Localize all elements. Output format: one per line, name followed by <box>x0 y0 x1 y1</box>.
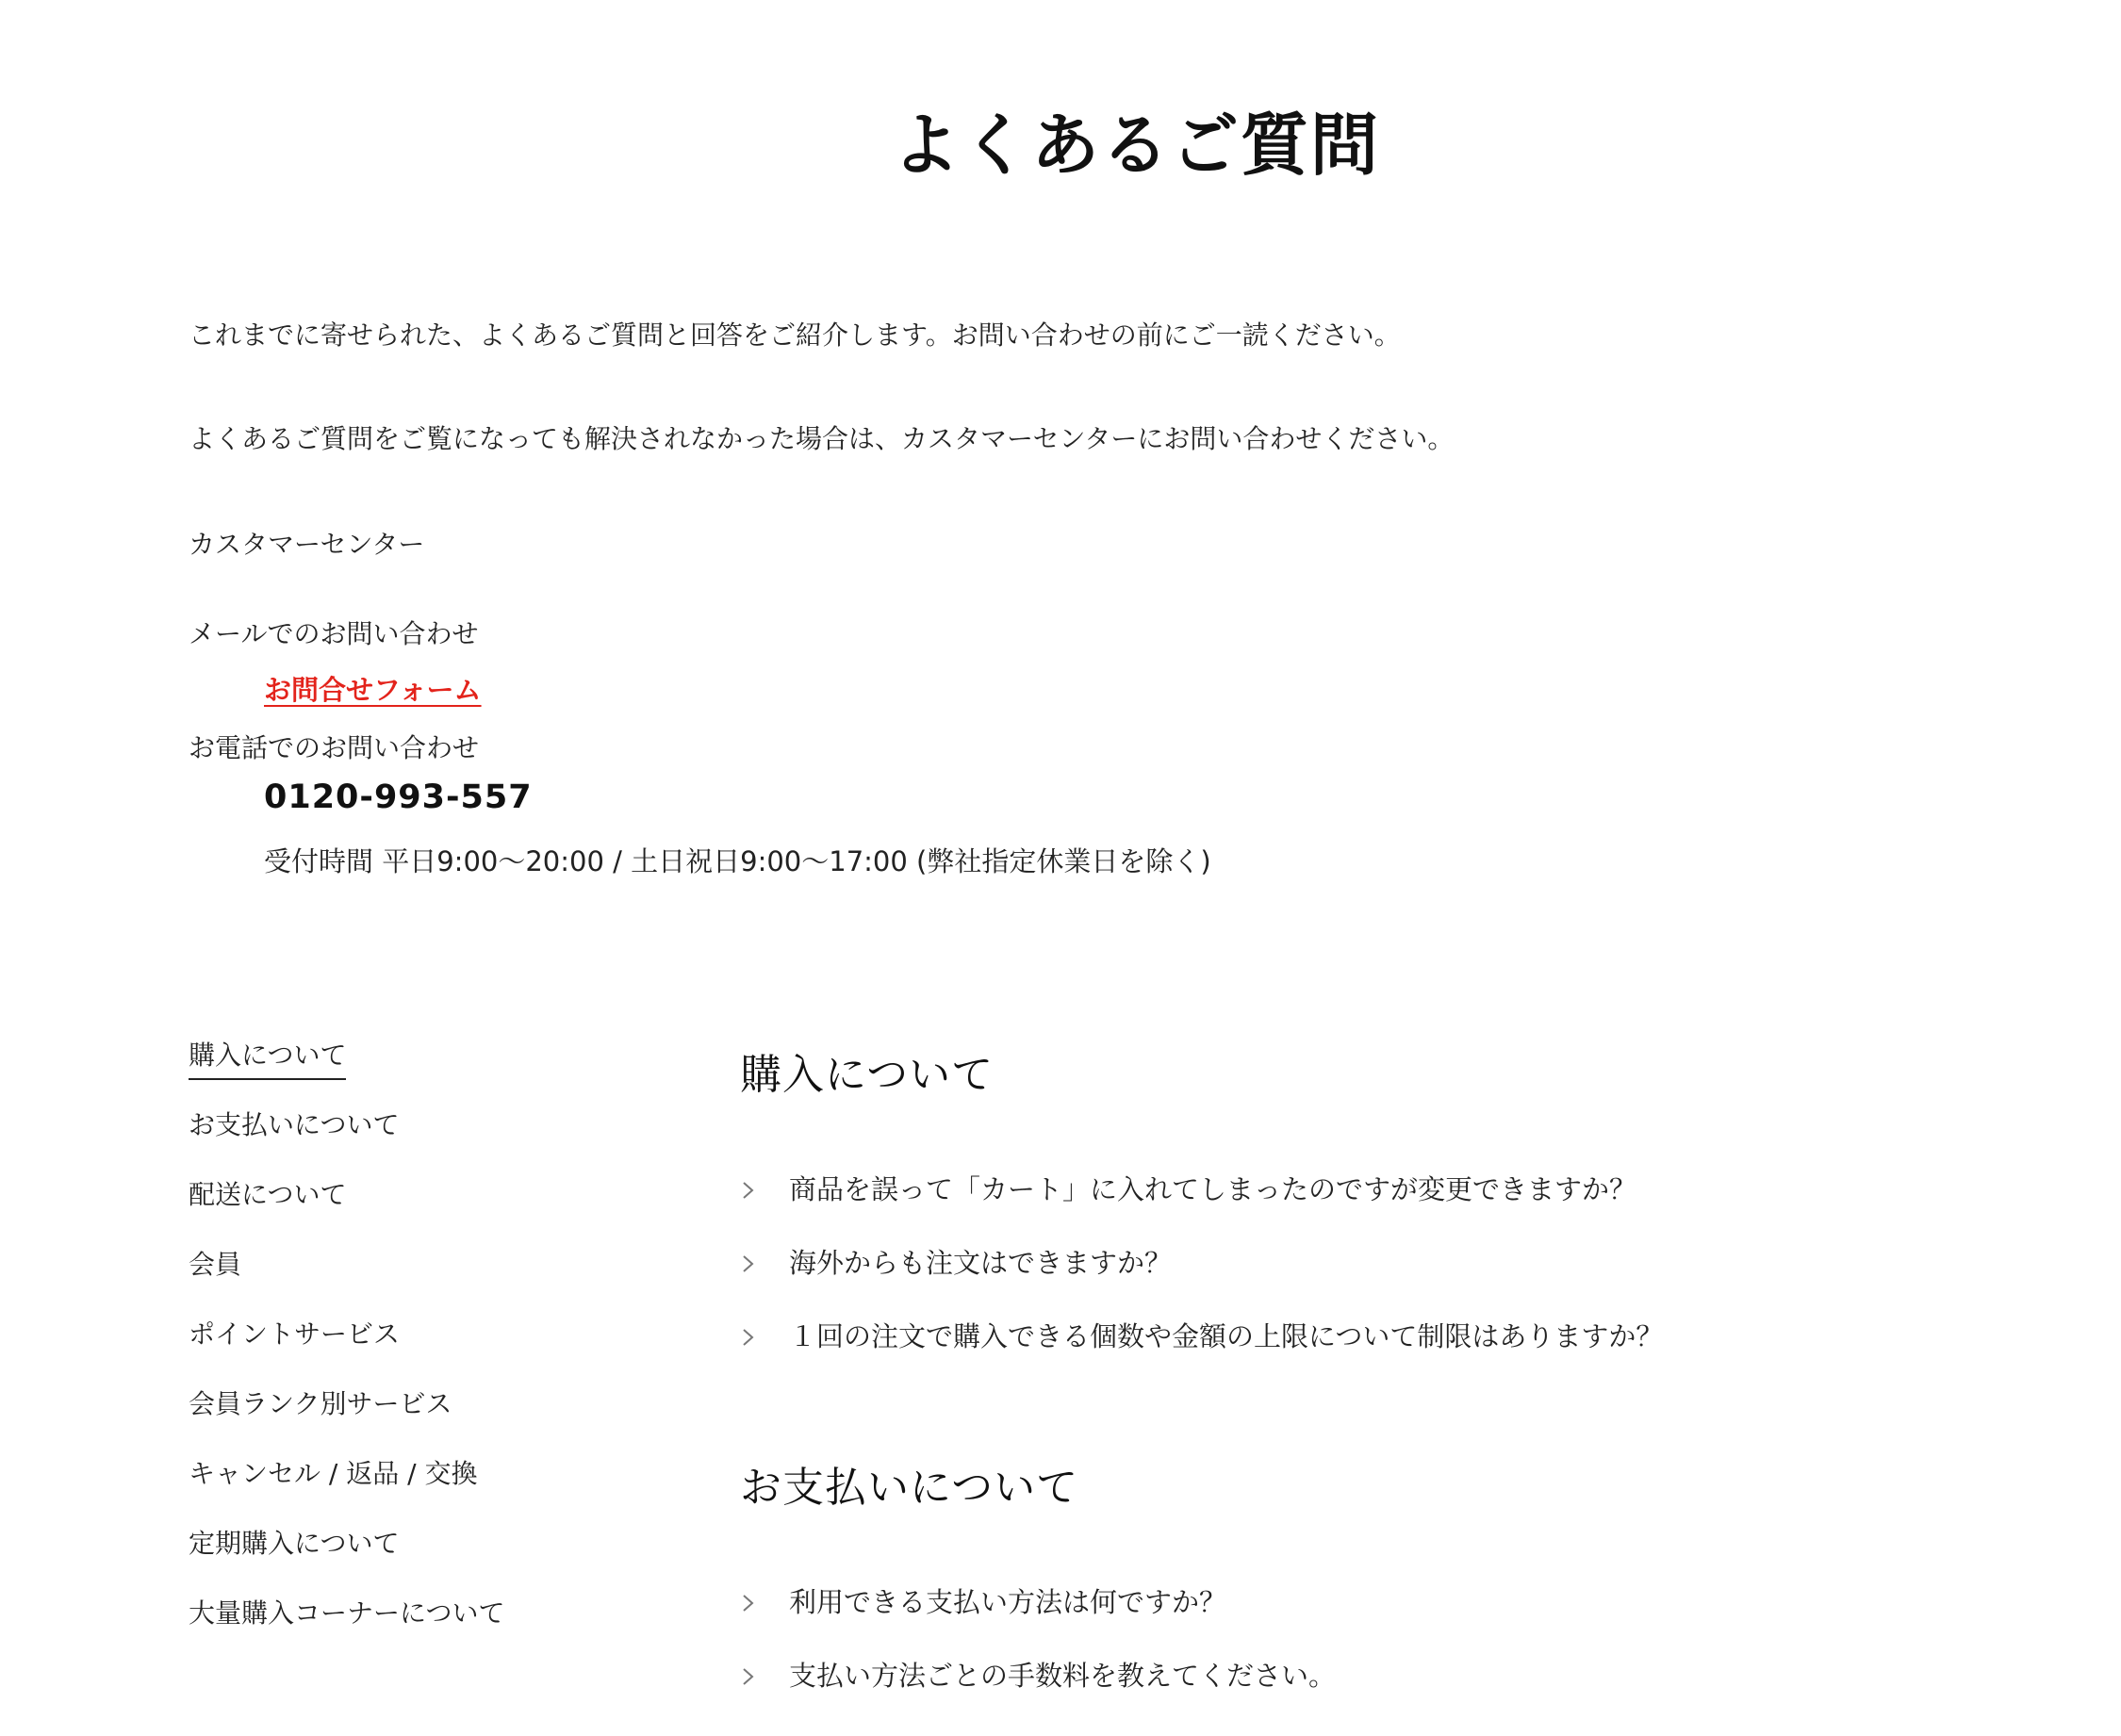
faq-question[interactable] <box>740 1653 2060 1698</box>
faq-question[interactable] <box>740 1580 2060 1625</box>
sidebar-item-bulk-purchase[interactable] <box>189 1595 679 1632</box>
faq-list <box>740 1167 2060 1359</box>
faq-question-text: 商品を誤って「カート」に入れてしまったのですが変更できますか？ <box>789 1173 1637 1205</box>
page-title: よくあるご質問 <box>891 106 1380 185</box>
faq-question-text: 支払い方法ごとの手数料を教えてください。 <box>789 1660 1337 1692</box>
sidebar-item-purchase[interactable] <box>189 1037 679 1074</box>
mail-contact-title: メールでのお問い合わせ <box>189 618 479 649</box>
intro-text-contact-note: よくあるご質問をご覧になっても解決されなかった場合は、カスタマーセンターにお問い合わせください。 <box>189 423 1455 454</box>
sidebar-item-label: 購入について <box>189 1037 346 1080</box>
section-title: 購入について <box>740 1051 995 1099</box>
sidebar-item-points[interactable] <box>189 1316 679 1353</box>
sidebar-item-cancel-return[interactable] <box>189 1455 679 1493</box>
sidebar-item-subscription[interactable] <box>189 1525 679 1563</box>
chevron-right-icon <box>742 1580 761 1625</box>
faq-section-payment <box>740 1453 2060 1698</box>
sidebar-item-label: 大量購入コーナーについて <box>189 1597 505 1629</box>
section-title: お支払いについて <box>740 1464 1079 1512</box>
intro-text: これまでに寄せられた、よくあるご質問と回答をご紹介します。お問い合わせの前にご一読ください。 <box>189 319 1401 351</box>
faq-category-nav <box>189 1037 679 1664</box>
faq-list <box>740 1580 2060 1698</box>
sidebar-item-member-rank[interactable] <box>189 1385 679 1423</box>
faq-question[interactable] <box>740 1240 2060 1286</box>
sidebar-item-label: ポイントサービス <box>189 1318 401 1350</box>
sidebar-item-label: キャンセル / 返品 / 交換 <box>189 1458 478 1489</box>
faq-question[interactable] <box>740 1314 2060 1359</box>
customer-center-title: カスタマーセンター <box>189 529 425 560</box>
contact-form-link[interactable]: お問合せフォーム <box>264 674 482 706</box>
sidebar-item-label: 定期購入について <box>189 1528 400 1559</box>
faq-question-text: １回の注文で購入できる個数や金額の上限について制限はありますか？ <box>789 1320 1664 1352</box>
chevron-right-icon <box>742 1653 761 1698</box>
chevron-right-icon <box>742 1314 761 1359</box>
sidebar-item-label: 会員ランク別サービス <box>189 1388 452 1419</box>
faq-question[interactable] <box>740 1167 2060 1212</box>
business-hours: 受付時間 平日9:00～20:00 / 土日祝日9:00～17:00 (弊社指定休業日を除く) <box>264 845 1211 877</box>
sidebar-item-label: お支払いについて <box>189 1109 400 1140</box>
chevron-right-icon <box>742 1240 761 1286</box>
faq-content <box>740 1040 2060 1727</box>
faq-question-text: 利用できる支払い方法は何ですか？ <box>789 1586 1227 1618</box>
faq-section-purchase <box>740 1040 2060 1359</box>
chevron-right-icon <box>742 1167 761 1212</box>
sidebar-item-payment[interactable] <box>189 1106 679 1144</box>
sidebar-item-shipping[interactable] <box>189 1176 679 1214</box>
sidebar-item-label: 配送について <box>189 1179 347 1210</box>
phone-contact-title: お電話でのお問い合わせ <box>189 732 480 763</box>
faq-question-text: 海外からも注文はできますか？ <box>789 1247 1173 1279</box>
sidebar-item-membership[interactable] <box>189 1246 679 1284</box>
sidebar-item-label: 会員 <box>189 1249 242 1280</box>
phone-number[interactable]: 0120-993-557 <box>264 778 533 816</box>
